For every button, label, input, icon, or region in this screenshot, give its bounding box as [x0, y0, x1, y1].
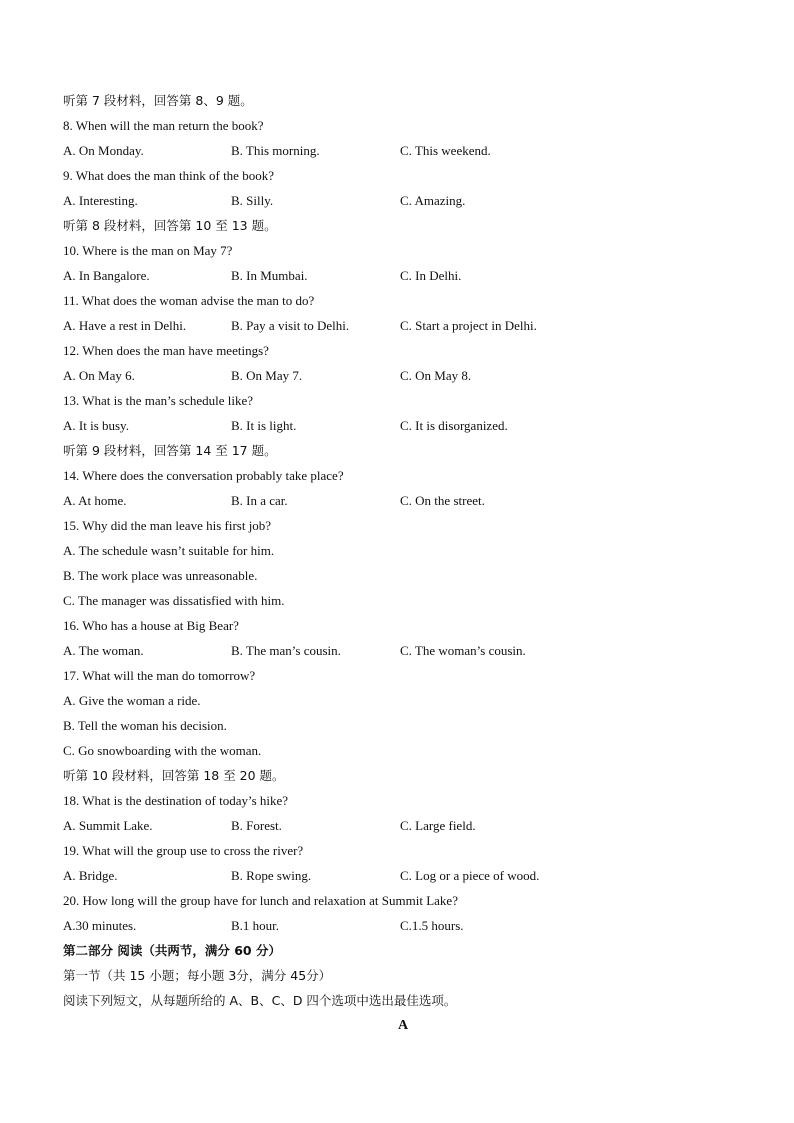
option-b: B. Forest. — [231, 818, 282, 833]
answer-options-row — [63, 363, 743, 388]
answer-options-row — [63, 188, 743, 213]
instruction-text: 第一节（共 15 小题；每小题 3分，满分 45分） — [63, 968, 332, 983]
instruction-text: 听第 9 段材料，回答第 14 至 17 题。 — [63, 443, 277, 458]
instruction-text: 听第 10 段材料，回答第 18 至 20 题。 — [63, 768, 285, 783]
option-b: B. The man’s cousin. — [231, 643, 341, 658]
option-c: C. Start a project in Delhi. — [400, 318, 537, 333]
option-a: A. Summit Lake. — [63, 818, 153, 833]
option-line: B. Tell the woman his decision. — [63, 718, 227, 733]
option-b: B. This morning. — [231, 143, 320, 158]
option-b: B.1 hour. — [231, 918, 280, 933]
question-text: 18. What is the destination of today’s hike? — [63, 793, 289, 808]
question-text: 15. Why did the man leave his first job? — [63, 518, 272, 533]
instruction-text: 听第 7 段材料，回答第 8、9 题。 — [63, 93, 253, 108]
option-line: C. The manager was dissatisfied with him. — [63, 593, 285, 608]
option-line: C. Go snowboarding with the woman. — [63, 743, 262, 758]
option-c: C. The woman’s cousin. — [400, 643, 526, 658]
option-a: A. Have a rest in Delhi. — [63, 318, 187, 333]
option-c: C. On the street. — [400, 493, 485, 508]
answer-options-row — [63, 138, 743, 163]
option-a: A. In Bangalore. — [63, 268, 150, 283]
option-b: B. Pay a visit to Delhi. — [231, 318, 350, 333]
option-line: B. The work place was unreasonable. — [63, 568, 258, 583]
section-heading: 第二部分 阅读（共两节，满分 60 分） — [63, 943, 281, 958]
option-b: B. Silly. — [231, 193, 274, 208]
option-b: B. In a car. — [231, 493, 288, 508]
option-c: C. It is disorganized. — [400, 418, 508, 433]
option-c: C. Amazing. — [400, 193, 466, 208]
option-b: B. It is light. — [231, 418, 297, 433]
question-text: 8. When will the man return the book? — [63, 118, 264, 133]
instruction-text: 听第 8 段材料，回答第 10 至 13 题。 — [63, 218, 277, 233]
option-a: A. The woman. — [63, 643, 144, 658]
exam-content — [63, 88, 743, 1038]
question-text: 10. Where is the man on May 7? — [63, 243, 233, 258]
option-b: B. Rope swing. — [231, 868, 312, 883]
question-text: 20. How long will the group have for lunch and relaxation at Summit Lake? — [63, 893, 458, 908]
option-line: A. The schedule wasn’t suitable for him. — [63, 543, 275, 558]
answer-options-row — [63, 638, 743, 663]
option-a: A. It is busy. — [63, 418, 129, 433]
answer-options-row — [63, 313, 743, 338]
answer-options-row — [63, 913, 743, 938]
option-c: C. On May 8. — [400, 368, 472, 383]
answer-options-row — [63, 813, 743, 838]
instruction-text: 阅读下列短文，从每题所给的 A、B、C、D 四个选项中选出最佳选项。 — [63, 993, 457, 1008]
option-c: C. This weekend. — [400, 143, 491, 158]
option-a: A. Interesting. — [63, 193, 138, 208]
option-c: C. Large field. — [400, 818, 476, 833]
answer-options-row — [63, 263, 743, 288]
question-text: 12. When does the man have meetings? — [63, 343, 269, 358]
question-text: 16. Who has a house at Big Bear? — [63, 618, 239, 633]
option-a: A. At home. — [63, 493, 127, 508]
question-text: 17. What will the man do tomorrow? — [63, 668, 256, 683]
option-b: B. In Mumbai. — [231, 268, 308, 283]
question-text: 14. Where does the conversation probably take place? — [63, 468, 344, 483]
option-a: A. On May 6. — [63, 368, 135, 383]
answer-options-row — [63, 488, 743, 513]
question-text: 13. What is the man’s schedule like? — [63, 393, 254, 408]
question-text: 9. What does the man think of the book? — [63, 168, 274, 183]
option-a: A.30 minutes. — [63, 918, 137, 933]
option-c: C. In Delhi. — [400, 268, 462, 283]
option-b: B. On May 7. — [231, 368, 303, 383]
option-a: A. Bridge. — [63, 868, 118, 883]
question-text: 19. What will the group use to cross the river? — [63, 843, 304, 858]
option-a: A. On Monday. — [63, 143, 144, 158]
option-c: C.1.5 hours. — [400, 918, 464, 933]
option-c: C. Log or a piece of wood. — [400, 868, 540, 883]
option-line: A. Give the woman a ride. — [63, 693, 201, 708]
answer-options-row — [63, 413, 743, 438]
question-text: 11. What does the woman advise the man to do? — [63, 293, 315, 308]
answer-options-row — [63, 863, 743, 888]
passage-label: A — [397, 1018, 409, 1033]
